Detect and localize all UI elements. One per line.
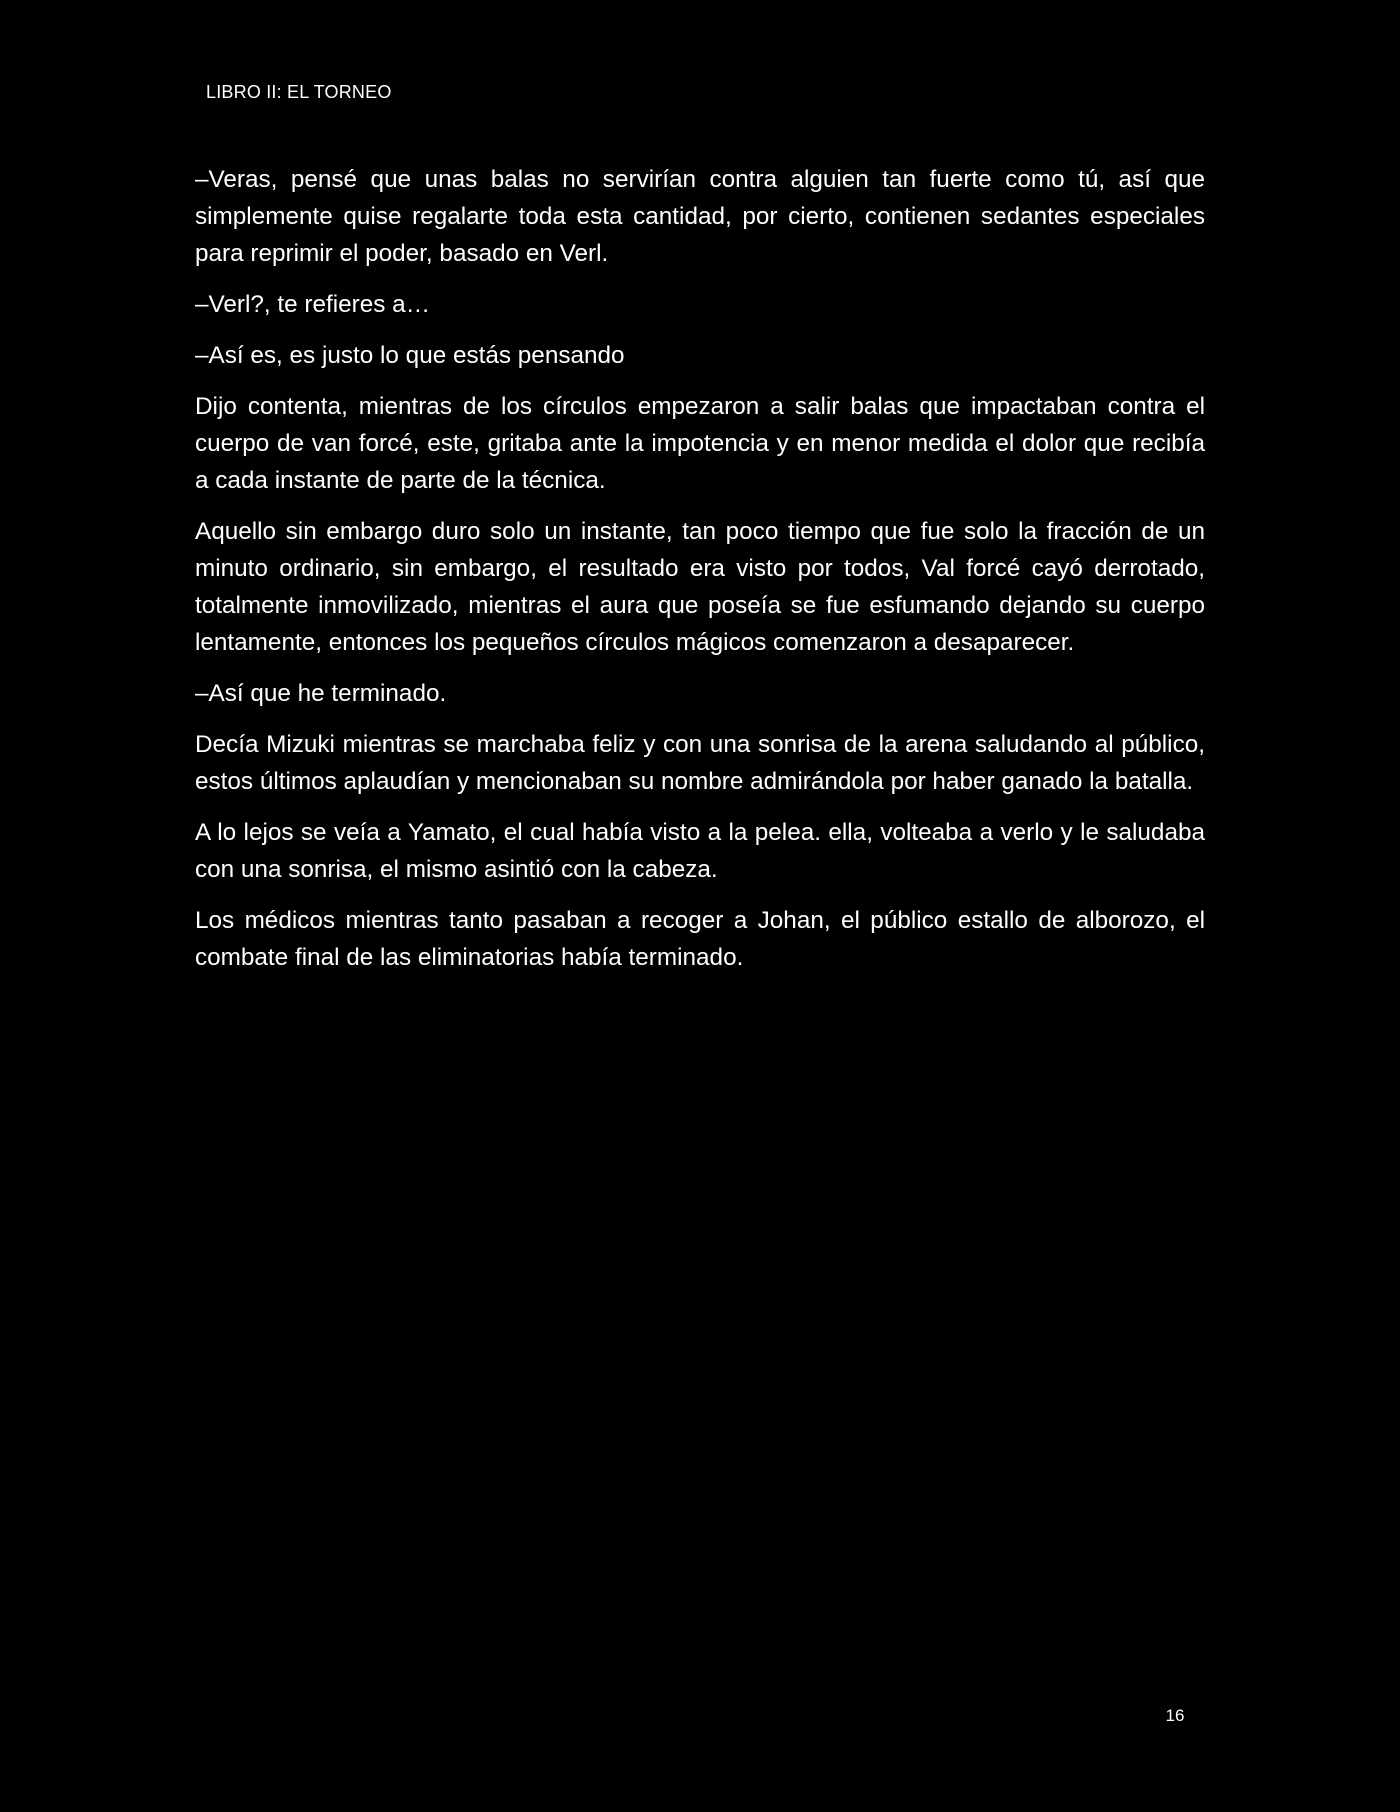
paragraph-dialogue-asi-es: –Así es, es justo lo que estás pensando bbox=[195, 342, 625, 369]
paragraph-narration-medicos: Los médicos mientras tanto pasaban a recoger a Johan, el público estallo de alborozo, el combate final de las eliminatorias había terminado. bbox=[195, 907, 1205, 971]
paragraph-narration-mizuki: Decía Mizuki mientras se marchaba feliz y con una sonrisa de la arena saludando al público, estos últimos aplaudían y mencionaban su nombre admirándola por haber ganado la batalla. bbox=[195, 731, 1205, 795]
paragraph-narration-dijo-contenta: Dijo contenta, mientras de los círculos empezaron a salir balas que impactaban contra el cuerpo de van forcé, este, gritaba ante la impotencia y en menor medida el dolor que recibía a cada instante de parte de la técnica. bbox=[195, 393, 1205, 494]
paragraph-narration-aquello: Aquello sin embargo duro solo un instante, tan poco tiempo que fue solo la fracción de un minuto ordinario, sin embargo, el resultado era visto por todos, Val forcé cayó derrotado, totalmente inmovilizado, mientras el aura que poseía se fue esfumando dejando su cuerpo lentamente, entonces los pequeños círculos mágicos comenzaron a desaparecer. bbox=[195, 518, 1205, 656]
page-number: 16 bbox=[1165, 1706, 1185, 1725]
paragraph-dialogue-verl: –Verl?, te refieres a… bbox=[195, 291, 430, 318]
paragraph-dialogue-terminado: –Así que he terminado. bbox=[195, 680, 447, 707]
running-header: LIBRO II: EL TORNEO bbox=[206, 82, 392, 102]
paragraph-narration-yamato: A lo lejos se veía a Yamato, el cual había visto a la pelea. ella, volteaba a verlo y le saludaba con una sonrisa, el mismo asintió con la cabeza. bbox=[195, 819, 1205, 883]
paragraph-dialogue-veras: –Veras, pensé que unas balas no servirían contra alguien tan fuerte como tú, así que simplemente quise regalarte toda esta cantidad, por cierto, contienen sedantes especiales para reprimir el poder, basado en Verl. bbox=[195, 166, 1205, 267]
body-text bbox=[195, 161, 1205, 990]
